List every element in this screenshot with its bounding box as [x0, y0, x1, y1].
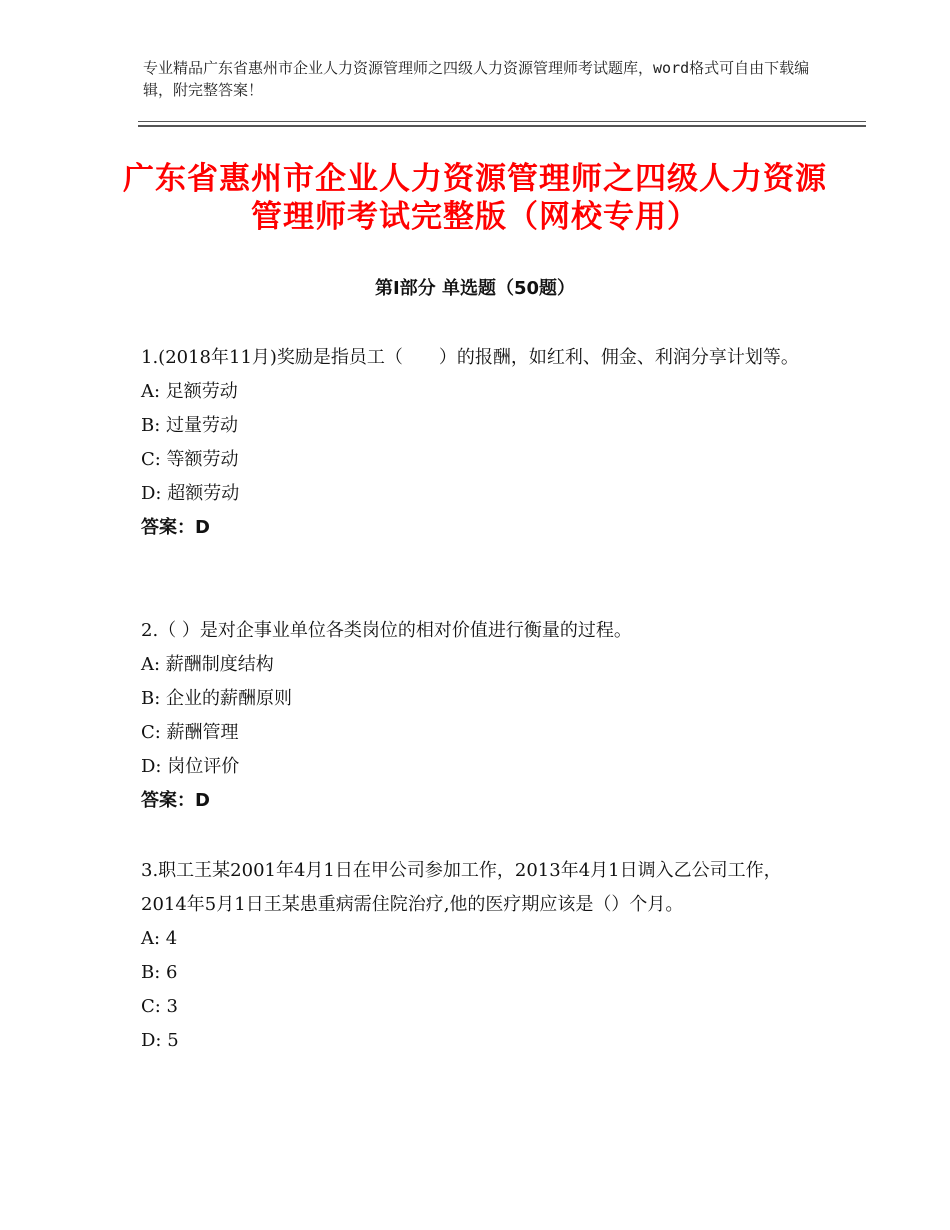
question-1 — [141, 341, 821, 545]
option-d: D: 5 — [141, 1030, 179, 1051]
document-title: 广东省惠州市企业人力资源管理师之四级人力资源管理师考试完整版（网校专用） — [123, 161, 827, 235]
question-stem: 2.（ ）是对企事业单位各类岗位的相对价值进行衡量的过程。 — [141, 620, 632, 641]
header-divider-thick — [138, 125, 866, 127]
answer: 答案：D — [141, 790, 210, 811]
option-a: A: 4 — [141, 928, 178, 949]
option-a: A: 足额劳动 — [141, 381, 238, 402]
header-divider — [138, 121, 866, 122]
question-3 — [141, 854, 821, 1058]
header-note: 专业精品广东省惠州市企业人力资源管理师之四级人力资源管理师考试题库，word格式可自由下载编辑，附完整答案！ — [143, 59, 810, 99]
option-d: D: 超额劳动 — [141, 483, 240, 504]
option-c: C: 等额劳动 — [141, 449, 239, 470]
option-d: D: 岗位评价 — [141, 756, 240, 777]
option-c: C: 薪酬管理 — [141, 722, 239, 743]
question-stem: 3.职工王某2001年4月1日在甲公司参加工作，2013年4月1日调入乙公司工作，2014年5月1日王某患重病需住院治疗,他的医疗期应该是（）个月。 — [141, 860, 782, 915]
option-b: B: 企业的薪酬原则 — [141, 688, 293, 709]
section-heading: 第Ⅰ部分 单选题（50题） — [374, 278, 575, 299]
question-2 — [141, 614, 821, 818]
option-a: A: 薪酬制度结构 — [141, 654, 274, 675]
option-c: C: 3 — [141, 996, 179, 1017]
answer: 答案：D — [141, 517, 210, 538]
option-b: B: 6 — [141, 962, 178, 983]
question-stem: 1.(2018年11月)奖励是指员工（ ）的报酬，如红利、佣金、利润分享计划等。 — [141, 347, 799, 368]
option-b: B: 过量劳动 — [141, 415, 239, 436]
